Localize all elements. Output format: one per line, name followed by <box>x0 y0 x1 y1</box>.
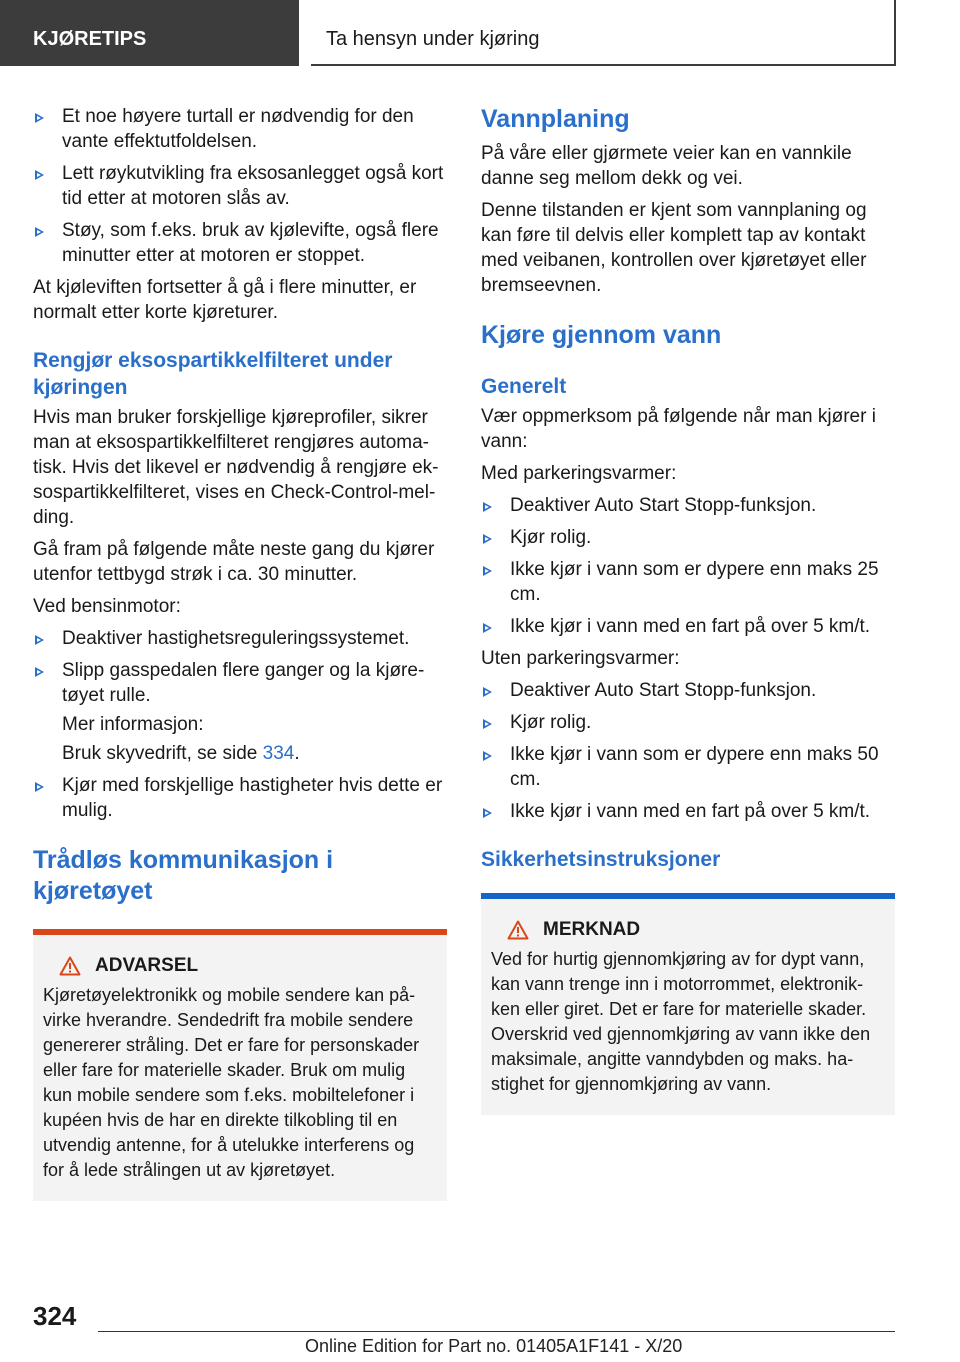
header-section-label: KJØRETIPS <box>33 28 147 50</box>
list-item: Slipp gasspedalen flere ganger og la kjøre-tøyet rulle. Mer informasjon: Bruk skyvedrift, se side 334. <box>33 658 447 766</box>
list-item: Deaktiver Auto Start Stopp-funksjon. <box>481 493 895 518</box>
triangle-bullet-icon <box>483 719 492 729</box>
cross-reference: Bruk skyvedrift, se side 334. <box>62 743 300 764</box>
triangle-bullet-icon <box>35 170 44 180</box>
triangle-bullet-icon <box>483 566 492 576</box>
list-item: Ikke kjør i vann med en fart på over 5 km/t. <box>481 614 895 639</box>
warning-text: Kjøretøyelektronikk og mobile sendere kan på-virke hverandre. Sendedrift fra mobile sendere genererer stråling. Det er fare for personskader eller fare for materielle skader. Bruk om mulig kun mobile sendere som f.eks. mobiltelefoner i kupéen hvis de har en direkte tilkobling til en utvendig antenne, for å utelukke interferens og for å lede strålingen ut av kjøretøyet. <box>43 985 420 1180</box>
left-column <box>33 104 447 1201</box>
note-box <box>481 893 895 1115</box>
bullet-list-with-heater <box>481 493 895 639</box>
triangle-bullet-icon <box>483 534 492 544</box>
more-info-label: Mer informasjon: <box>62 714 204 735</box>
list-item: Ikke kjør i vann som er dypere enn maks 25 cm. <box>481 557 895 607</box>
heading-dpf-cleaning: Rengjør eksospartikkelfilteret under kjøringen <box>33 349 393 399</box>
footer-edition: Online Edition for Part no. 01405A1F141 - X/20 <box>305 1336 683 1356</box>
right-column <box>481 104 895 1115</box>
header-title-box <box>311 0 896 66</box>
triangle-bullet-icon <box>35 227 44 237</box>
paragraph-petrol-engine: Ved bensinmotor: <box>33 596 181 617</box>
list-item: Lett røykutvikling fra eksosanlegget også kort tid etter at motoren slås av. <box>33 161 447 211</box>
label-without-heater: Uten parkeringsvarmer: <box>481 648 680 669</box>
paragraph-dpf-procedure: Gå fram på følgende måte neste gang du kjører utenfor tettbygd strøk i ca. 30 minutter. <box>33 539 435 585</box>
header-title: Ta hensyn under kjøring <box>326 28 540 50</box>
page-number: 324 <box>33 1301 77 1331</box>
heading-wireless: Trådløs kommunikasjon i kjøretøyet <box>33 846 334 905</box>
triangle-bullet-icon <box>35 782 44 792</box>
paragraph-aquaplaning-2: Denne tilstanden er kjent som vannplaning og kan føre til delvis eller komplett tap av kontakt med veibanen, kontrollen over kjøretøyet eller bremseevnen. <box>481 200 867 296</box>
page-link[interactable]: 334 <box>262 743 295 764</box>
warning-title-row <box>43 953 435 978</box>
footer-divider <box>98 1331 895 1332</box>
warning-triangle-icon <box>507 920 529 940</box>
list-item: Ikke kjør i vann med en fart på over 5 km/t. <box>481 799 895 824</box>
list-item: Deaktiver hastighetsreguleringssystemet. <box>33 626 447 651</box>
triangle-bullet-icon <box>483 502 492 512</box>
list-item: Et noe høyere turtall er nødvendig for den vante effektutfoldelsen. <box>33 104 447 154</box>
triangle-bullet-icon <box>35 667 44 677</box>
heading-driving-through-water: Kjøre gjennom vann <box>481 321 722 349</box>
triangle-bullet-icon <box>35 635 44 645</box>
warning-title: ADVARSEL <box>95 955 199 976</box>
paragraph-general: Vær oppmerksom på følgende når man kjører i vann: <box>481 406 876 452</box>
list-item: Ikke kjør i vann som er dypere enn maks 50 cm. <box>481 742 895 792</box>
list-item: Kjør rolig. <box>481 710 895 735</box>
note-title-row <box>491 917 883 942</box>
list-item: Deaktiver Auto Start Stopp-funksjon. <box>481 678 895 703</box>
bullet-list-without-heater <box>481 678 895 824</box>
heading-safety: Sikkerhetsinstruksjoner <box>481 848 721 871</box>
bullet-list-effects <box>33 104 447 268</box>
paragraph-cooling-fan: At kjøleviften fortsetter å gå i flere minutter, er normalt etter korte kjøreturer. <box>33 277 417 323</box>
triangle-bullet-icon <box>483 623 492 633</box>
heading-general: Generelt <box>481 375 567 398</box>
label-with-heater: Med parkeringsvarmer: <box>481 463 677 484</box>
triangle-bullet-icon <box>35 113 44 123</box>
note-title: MERKNAD <box>543 919 641 940</box>
list-item: Kjør med forskjellige hastigheter hvis dette er mulig. <box>33 773 447 823</box>
warning-box <box>33 929 447 1201</box>
heading-aquaplaning: Vannplaning <box>481 105 630 133</box>
warning-triangle-icon <box>59 956 81 976</box>
paragraph-aquaplaning-1: På våre eller gjørmete veier kan en vannkile danne seg mellom dekk og vei. <box>481 143 852 189</box>
paragraph-dpf-intro: Hvis man bruker forskjellige kjøreprofiler, sikrer man at eksospartikkelfilteret rengjøres automa-tisk. Hvis det likevel er nødvendig å rengjøre ek-sospartikkelfilteret, vises en Check-Control-mel-ding. <box>33 407 439 528</box>
triangle-bullet-icon <box>483 687 492 697</box>
header-section-tab <box>0 0 299 66</box>
bullet-list-petrol <box>33 626 447 823</box>
list-item: Kjør rolig. <box>481 525 895 550</box>
triangle-bullet-icon <box>483 751 492 761</box>
note-text: Ved for hurtig gjennomkjøring av for dypt vann, kan vann trenge inn i motorrommet, elektronik-ken eller giret. Det er fare for materielle skader. Overskrid ved gjennomkjøring av vann ikke den maksimale, angitte vanndybden og maks. ha-stighet for gjennomkjøring av vann. <box>491 949 871 1094</box>
triangle-bullet-icon <box>483 808 492 818</box>
list-item: Støy, som f.eks. bruk av kjølevifte, også flere minutter etter at motoren er stoppet. <box>33 218 447 268</box>
